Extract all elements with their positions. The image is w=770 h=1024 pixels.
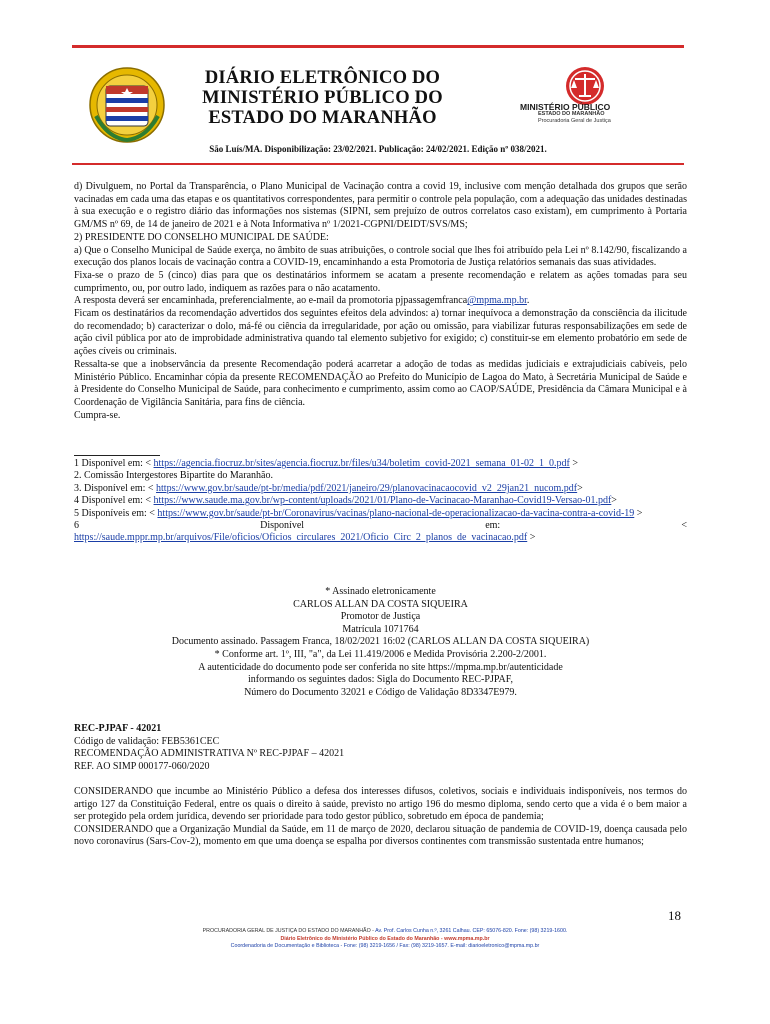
logo-name: MINISTÉRIO PÚBLICO (520, 102, 611, 112)
signature-registration: Matrícula 1071764 (342, 623, 419, 635)
footnote-5-label: 5 Disponíveis em: < (74, 507, 158, 519)
header-red-rule (72, 163, 684, 165)
footnote-3-link[interactable]: https://www.gov.br/saude/pt-br/media/pdf/2021/janeiro/29/planovacinacaocovid_v2_29jan21_nucom.pdf (156, 482, 578, 494)
footnote-5 (74, 508, 687, 520)
footnote-5-link[interactable]: https://www.gov.br/saude/pt-br/Coronavirus/vacinas/plano-nacional-de-operacionalizacao-da-vacina-contra-a-covid-19 (157, 507, 635, 519)
footnote-4-link[interactable]: https://www.saude.ma.gov.br/wp-content/uploads/2021/01/Plano-de-Vacinacao-Maranhao-Covid19-Versao-01.pdf (153, 495, 612, 507)
page-footer (100, 928, 670, 951)
signature-name: CARLOS ALLAN DA COSTA SIQUEIRA (293, 598, 468, 610)
email-link[interactable]: @mpma.mp.br (467, 295, 527, 307)
journal-title-line2: MINISTÉRIO PÚBLICO DO (202, 88, 443, 108)
footnote-4-label: 4 Disponível em: < (74, 495, 154, 507)
response-end: . (526, 295, 530, 307)
footer-coordination: Coordenadoria de Documentação e Biblioteca - Fone: (98) 3219-1656 / Fax: (98) 3219-1657. E-mail: diarioeletronico@mpma.mp.br (230, 943, 540, 949)
paragraph-item-a: a) Que o Conselho Municipal de Saúde exerça, no âmbito de suas atribuições, o controle social que lhes foi atribuído pela Lei nº 8.142/90, fiscalizando a execução dos planos locais de vacinação contra a COVID-19, encaminhando a esta Promotoria de Justiça relatórios semanais das suas atividades. (74, 244, 687, 269)
footnote-divider (74, 455, 160, 456)
signature-electronic: * Assinado eletronicamente (325, 586, 436, 597)
maranhao-crest-icon (88, 66, 166, 144)
footnote-6-number: 6 (74, 520, 79, 532)
footnote-6-em: em: (485, 520, 501, 532)
footer-address-org: PROCURADORIA GERAL DE JUSTIÇA DO ESTADO DO MARANHÃO - (202, 928, 376, 934)
journal-title-line1: DIÁRIO ELETRÔNICO DO (204, 68, 441, 88)
signature-authenticity: A autenticidade do documento pode ser conferida no site https://mpma.mp.br/autenticidade (198, 661, 563, 673)
footnote-3-label: 3. Disponível em: < (74, 482, 157, 494)
footnote-1-label: 1 Disponível em: < (74, 458, 154, 469)
footnote-3-end: > (577, 482, 583, 494)
journal-title-line3: ESTADO DO MARANHÃO (208, 108, 437, 128)
considerando-block (74, 786, 687, 849)
footnote-2: 2. Comissão Intergestores Bipartite do Maranhão. (74, 470, 273, 482)
footnote-6-header (74, 520, 687, 532)
paragraph-item-d: d) Divulguem, no Portal da Transparência, o Plano Municipal de Vacinação contra a covid 19, inclusive com menção detalhada dos grupos que serão vacinadas em cada uma das etapas e os quantitativos correspondentes, para permitir o controle pela população, com a adequação das unidades destinadas à sua execução e o registro diário das informações nos sistemas (SIPNI, sem prejuízo de outros correlatos caso existam), em cumprimento à Portaria GM/MS nº 69, de 14 de janeiro de 2021 e à Nota Informativa nº 1/2021-CGPNI/DEIDT/SVS/MS; (74, 181, 687, 231)
signature-number: Número do Documento 32021 e Código de Validação 8D3347E979. (244, 686, 517, 698)
recommendation-body (74, 181, 687, 422)
footnote-1-link[interactable]: https://agencia.fiocruz.br/sites/agencia.fiocruz.br/files/u34/boletim_covid-2021_semana_01-02_1_0.pdf (153, 458, 570, 469)
journal-title (190, 68, 455, 128)
signature-role: Promotor de Justiça (340, 611, 421, 623)
signature-data: informando os seguintes dados: Sigla do Documento REC-PJPAF, (248, 674, 513, 686)
footer-address-contact: Av. Prof. Carlos Cunha n.º, 3261 Calhau. CEP: 65076-820. Fone: (98) 3219-1600. (375, 928, 568, 934)
footnote-6-link[interactable]: https://saude.mppr.mp.br/arquivos/File/oficios/Oficios_circulares_2021/Oficio_Circ_2_planos_de_vacinacao.pdf (74, 532, 528, 544)
footnote-5-end: > (634, 507, 643, 519)
doc-reference: REF. AO SIMP 000177-060/2020 (74, 760, 210, 772)
doc-code: REC-PJPAF - 42021 (74, 723, 162, 734)
logo-subtitle-state: ESTADO DO MARANHÃO (538, 111, 605, 117)
footnote-4-end: > (611, 495, 617, 507)
signature-block (74, 586, 687, 699)
top-red-rule (72, 45, 684, 48)
paragraph-warning: Ressalta-se que a inobservância da presente Recomendação poderá acarretar a adoção de todas as medidas judiciais e extrajudiciais cabíveis, pelo Ministério Público. Encaminhar cópia da presente RECOMENDAÇÃO ao Prefeito do Município de Lagoa do Mato, à Secretária Municipal de Saúde e à Presidente do Conselho Municipal de Saúde, para conhecimento e cumprimento, assim como ao CAOP/SAÚDE, Presidência da Câmara Municipal e à Coordenação de Vigilância Sanitária, para fins de ciência. (74, 358, 687, 408)
considerando-1: CONSIDERANDO que incumbe ao Ministério Público a defesa dos interesses difusos, coletivos, sociais e individuais indisponíveis, nos termos do artigo 127 da Constituição Federal, entre os quais o direito à saúde, previsto no artigo 196 do mesmo diploma, sendo certo que a vida é o bem maior a ser protegido pela ordem jurídica, devendo ser prioridade para todo gestor público, sobretudo em época de pandemia; (74, 786, 687, 823)
signature-signed: Documento assinado. Passagem Franca, 18/02/2021 16:02 (CARLOS ALLAN DA COSTA SIQUEIRA) (171, 636, 590, 648)
response-text: A resposta deverá ser encaminhada, preferencialmente, ao e-mail da promotoria pjpassagemfranca (74, 295, 468, 307)
paragraph-closing: Cumpra-se. (74, 409, 121, 421)
footer-journal: Diário Eletrônico do Ministério Público do Estado do Maranhão - www.mpma.mp.br (280, 935, 490, 942)
footnote-3 (74, 483, 687, 495)
doc-validation: Código de validação: FEB5361CEC (74, 735, 220, 747)
footer-address (100, 928, 670, 936)
footnote-6-word: Disponível (260, 520, 305, 532)
paragraph-effects: Ficam os destinatários da recomendação advertidos dos seguintes efeitos dela advindos: a) tornar inequívoca a demonstração da consciência da ilicitude do recomendado; b) caracterizar o dolo, má-fé ou ciência da irregularidade, por ação ou omissão, para viabilizar futuras responsabilizações em sede de ação civil pública por ato de improbidade administrativa quando tal elemento subjetivo for exigido; c) constituir-se em elemento probatório em sede de ações cíveis ou criminais. (74, 308, 687, 358)
page-number: 18 (668, 908, 681, 923)
footnote-6-end: > (527, 532, 536, 544)
paragraph-deadline: Fixa-se o prazo de 5 (cinco) dias para que os destinatários informem se acatam a presente recomendação e relatem as ações tomadas para seu cumprimento, ou, por outro lado, indiquem as razões para o não acatamento. (74, 269, 687, 294)
footnote-4 (74, 495, 687, 507)
footnote-6-lt: < (681, 520, 687, 532)
doc-title: RECOMENDAÇÃO ADMINISTRATIVA Nº REC-PJPAF – 42021 (74, 748, 345, 760)
signature-legal: * Conforme art. 1º, III, "a", da Lei 11.419/2006 e Medida Provisória 2.200-2/2001. (214, 648, 547, 660)
logo-subtitle-pgj: Procuradoria Geral de Justiça (538, 118, 611, 124)
considerando-2: CONSIDERANDO que a Organização Mundial da Saúde, em 11 de março de 2020, declarou situação de pandemia de COVID-19, doença causada pelo novo coronavírus (Sars-Cov-2), momento em que uma doença se espalha por diversos continentes com transmissão sustentada entre humanos; (74, 823, 687, 848)
paragraph-response (74, 295, 687, 308)
footnotes (74, 458, 687, 545)
document-header-block (74, 723, 687, 773)
footnote-6 (74, 532, 687, 544)
footnote-1 (74, 458, 687, 470)
edition-dateline: São Luís/MA. Disponibilização: 23/02/2021. Publicação: 24/02/2021. Edição nº 038/2021. (209, 144, 547, 154)
footnote-1-end: > (569, 458, 578, 469)
paragraph-section-2: 2) PRESIDENTE DO CONSELHO MUNICIPAL DE SAÚDE: (74, 231, 329, 243)
